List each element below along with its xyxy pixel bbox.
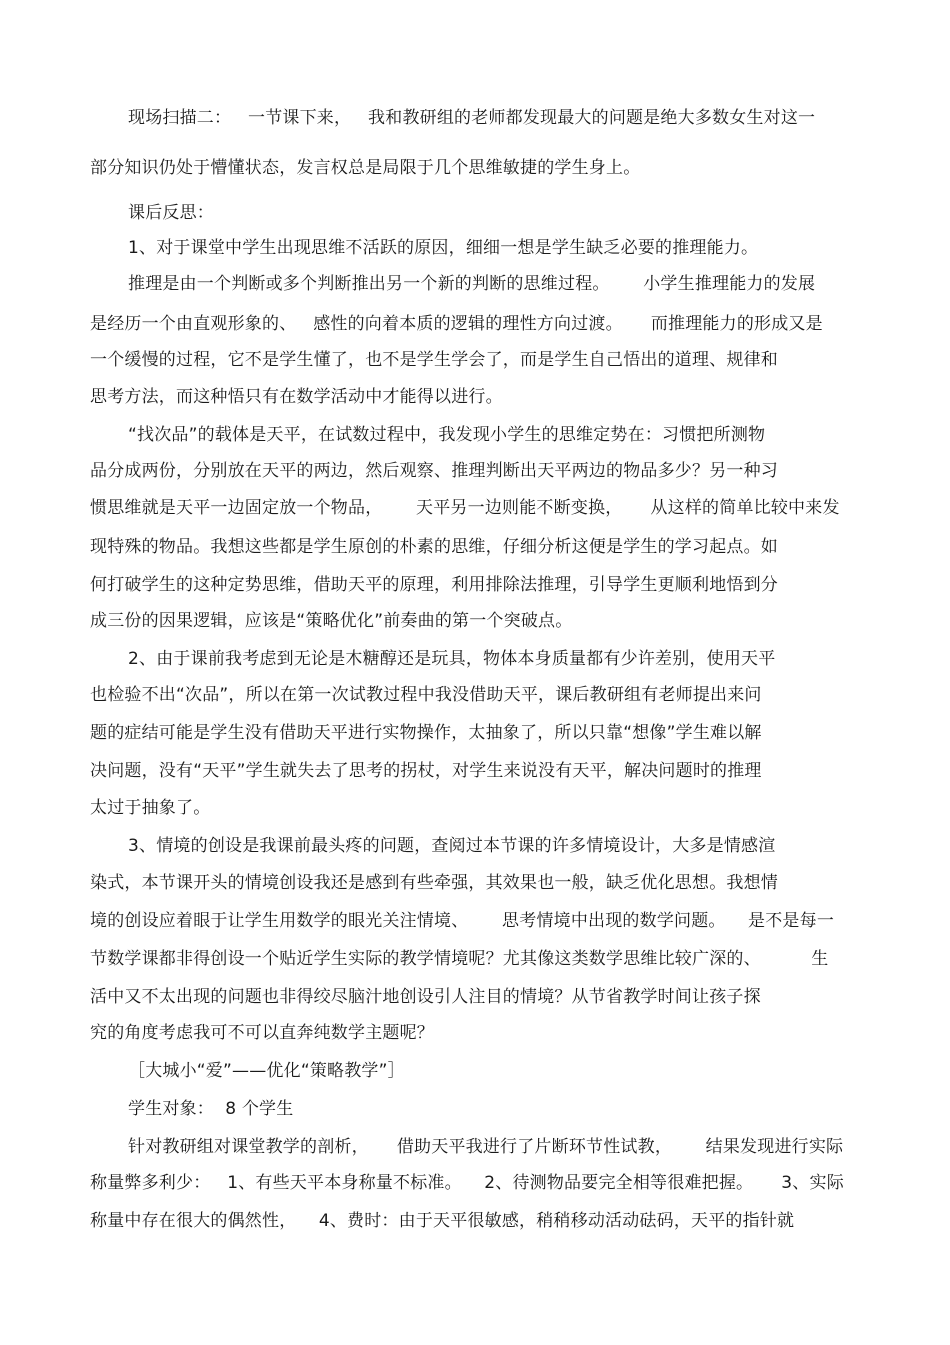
text-line: ［大城小“爱”——优化“策略教学”］ (128, 1061, 405, 1081)
text-line: 3、情境的创设是我课前最头疼的问题，查阅过本节课的许多情境设计，大多是情感渲 (128, 836, 776, 856)
text-line: 活中又不太出现的问题也非得绞尽脑汁地创设引人注目的情境？从节省教学时间让孩子探 (90, 987, 761, 1007)
text-line: 题的症结可能是学生没有借助天平进行实物操作，太抽象了，所以只靠“想像”学生难以解 (90, 723, 762, 743)
text-line: 1、对于课堂中学生出现思维不活跃的原因，细细一想是学生缺乏必要的推理能力。 (128, 238, 759, 258)
text-line: 针对教研组对课堂教学的剖析， 借助天平我进行了片断环节性试教， 结果发现进行实际 (128, 1137, 844, 1157)
text-line: 境的创设应着眼于让学生用数学的眼光关注情境、 思考情境中出现的数学问题。 是不是每一 (90, 911, 835, 931)
text-line: 究的角度考虑我可不可以直奔纯数学主题呢？ (90, 1023, 434, 1043)
text-line: 学生对象： 8 个学生 (128, 1099, 294, 1119)
text-line: 太过于抽象了。 (90, 798, 211, 818)
text-line: 部分知识仍处于懵懂状态，发言权总是局限于几个思维敏捷的学生身上。 (90, 158, 641, 178)
text-line: 一个缓慢的过程，它不是学生懂了，也不是学生学会了，而是学生自己悟出的道理、规律和 (90, 350, 778, 370)
text-line: 节数学课都非得创设一个贴近学生实际的教学情境呢？尤其像这类数学思维比较广深的、 生 (90, 949, 829, 969)
text-line: 推理是由一个判断或多个判断推出另一个新的判断的思维过程。 小学生推理能力的发展 (128, 274, 816, 294)
text-line: 称量中存在很大的偶然性， 4、费时：由于天平很敏感，稍稍移动活动砝码，天平的指针就 (90, 1211, 795, 1231)
text-line: 2、由于课前我考虑到无论是木糖醇还是玩具，物体本身质量都有少许差别，使用天平 (128, 649, 776, 669)
text-line: 称量弊多利少： 1、有些天平本身称量不标准。 2、待测物品要完全相等很难把握。 3、实际 (90, 1173, 844, 1193)
text-line: 现场扫描二： 一节课下来， 我和教研组的老师都发现最大的问题是绝大多数女生对这一 (128, 108, 816, 128)
text-line: 现特殊的物品。我想这些都是学生原创的朴素的思维，仔细分析这便是学生的学习起点。如 (90, 537, 778, 557)
text-line: “找次品”的载体是天平，在试数过程中，我发现小学生的思维定势在：习惯把所测物 (128, 425, 766, 445)
text-line: 何打破学生的这种定势思维，借助天平的原理，利用排除法推理，引导学生更顺利地悟到分 (90, 575, 778, 595)
text-line: 染式，本节课开头的情境创设我还是感到有些牵强，其效果也一般，缺乏优化思想。我想情 (90, 873, 778, 893)
text-line: 决问题，没有“天平”学生就失去了思考的拐杖，对学生来说没有天平，解决问题时的推理 (90, 761, 762, 781)
text-line: 品分成两份，分别放在天平的两边，然后观察、推理判断出天平两边的物品多少？另一种习 (90, 461, 778, 481)
text-line: 思考方法，而这种悟只有在数学活动中才能得以进行。 (90, 387, 503, 407)
text-line: 惯思维就是天平一边固定放一个物品， 天平另一边则能不断变换， 从这样的简单比较中来发 (90, 498, 840, 518)
text-line: 也检验不出“次品”，所以在第一次试教过程中我没借助天平，课后教研组有老师提出来问 (90, 685, 762, 705)
text-line: 是经历一个由直观形象的、 感性的向着本质的逻辑的理性方向过渡。 而推理能力的形成又是 (90, 314, 823, 334)
text-line: 成三份的因果逻辑，应该是“策略优化”前奏曲的第一个突破点。 (90, 611, 573, 631)
text-line: 课后反思： (128, 203, 214, 223)
